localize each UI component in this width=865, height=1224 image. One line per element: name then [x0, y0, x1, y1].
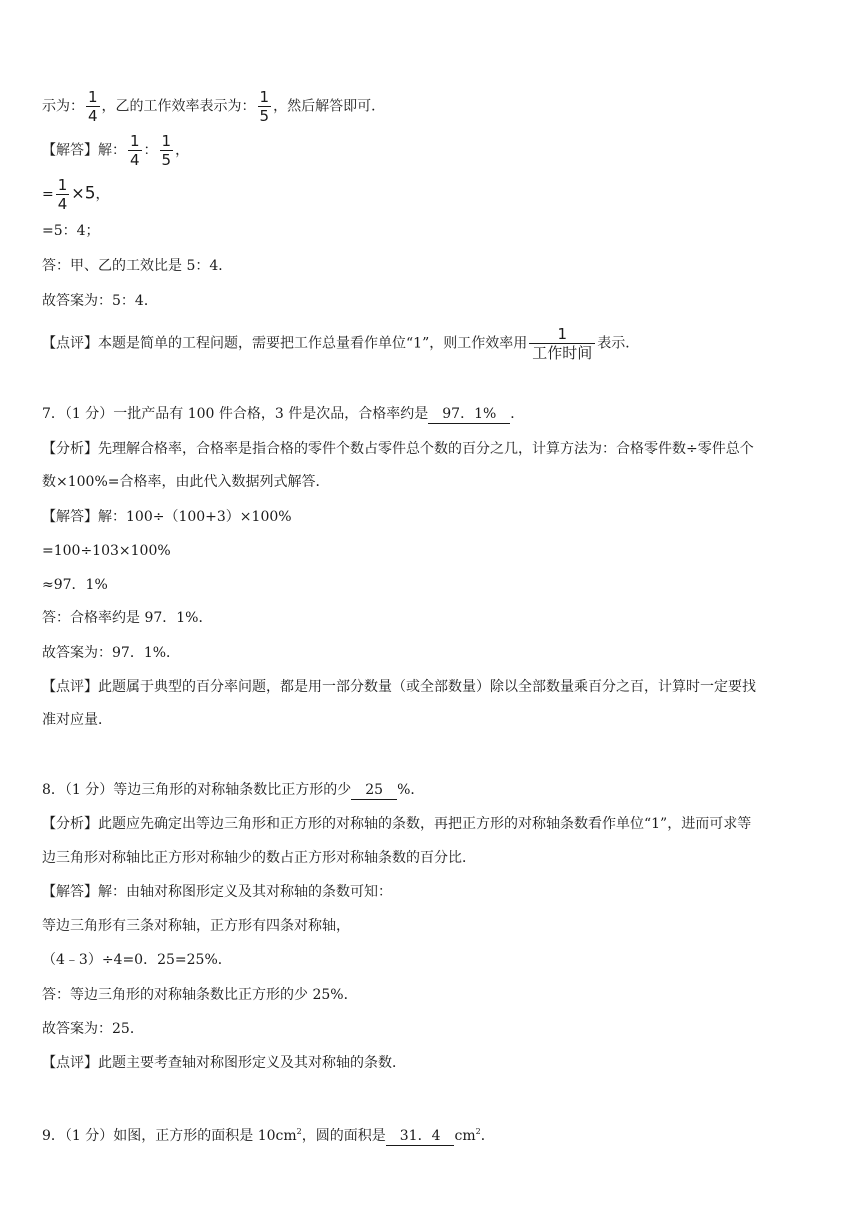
q6-comment-text: 表示．	[597, 335, 640, 352]
q7-solution: 【解答】解：100÷（100+3）×100%	[42, 509, 292, 525]
q7-comment-1: 【点评】此题属于典型的百分率问题，都是用一部分数量（或全部数量）除以全部数量乘百分之百，计算时一定要找	[42, 679, 756, 695]
q7-stem-text: 7．（1 分）一批产品有 100 件合格，3 件是次品，合格率约是	[42, 406, 429, 422]
ratio-colon: ：	[143, 142, 158, 159]
q7-stem	[42, 404, 825, 424]
fraction-one-quarter: $\frac{1}{4}$	[88, 88, 98, 125]
q8-analysis-1: 【分析】此题应先确定出等边三角形和正方形的对称轴的条数，再把正方形的对称轴条数看作单位“1”，进而可求等	[42, 816, 752, 832]
q9-stem-text: 9．（1 分）如图，正方形的面积是 10cm	[42, 1128, 297, 1144]
equals-sign: =	[42, 186, 54, 203]
q8-step2: （4﹣3）÷4=0．25=25%．	[42, 952, 232, 968]
q9-stem	[42, 1122, 825, 1146]
q6-text: ，然后解答即可．	[273, 98, 386, 115]
q9-stem-text: cm	[454, 1128, 476, 1144]
q7-stem-text: ．	[510, 406, 525, 422]
q9-stem-text: ．	[480, 1128, 495, 1144]
fraction-one-quarter: $\frac{1}{4}$	[130, 132, 140, 169]
q8-stem-text: 8．（1 分）等边三角形的对称轴条数比正方形的少	[42, 782, 352, 798]
q6-analysis-line	[42, 88, 825, 125]
q6-text: 示为：	[42, 98, 84, 115]
q6-answer: 答：甲、乙的工效比是 5：4．	[42, 258, 233, 274]
superscript-two: 2	[475, 1127, 481, 1136]
q8-step1: 等边三角形有三条对称轴，正方形有四条对称轴，	[42, 918, 350, 934]
superscript-two: 2	[296, 1127, 302, 1136]
q8-analysis-2: 边三角形对称轴比正方形对称轴少的数占正方形对称轴条数的百分比．	[42, 850, 476, 866]
fraction-one-fifth: $\frac{1}{5}$	[161, 132, 172, 169]
q7-step2: ≈97．1%	[42, 577, 108, 593]
q6-comment	[42, 325, 825, 362]
q6-text: ，	[95, 186, 110, 203]
q9-stem-text: ，圆的面积是	[301, 1128, 386, 1144]
q6-solution-label: 【解答】解：	[42, 142, 126, 159]
q6-step1	[42, 176, 825, 213]
q8-answer-blank: 25	[351, 781, 397, 800]
q7-final-answer: 故答案为：97．1%．	[42, 645, 181, 661]
number-five: 5	[84, 183, 96, 204]
q8-stem	[42, 780, 825, 800]
fraction-one-over-work-time: $\frac{1}{\text{工作时间}}$	[529, 325, 595, 362]
q7-step1: =100÷103×100%	[42, 543, 171, 559]
q8-stem-text: %．	[397, 782, 425, 798]
times-sign: ×	[71, 183, 85, 203]
q6-final-answer: 故答案为：5：4．	[42, 293, 158, 309]
q6-solution-line	[42, 132, 825, 169]
q6-text: ，	[175, 142, 190, 159]
q7-comment-2: 准对应量．	[42, 712, 112, 728]
q8-final-answer: 故答案为：25．	[42, 1021, 144, 1037]
q6-step2: =5：4；	[42, 223, 100, 239]
fraction-one-fifth: $\frac{1}{5}$	[259, 88, 270, 125]
q8-answer: 答：等边三角形的对称轴条数比正方形的少 25%．	[42, 987, 358, 1003]
fraction-one-quarter: $\frac{1}{4}$	[57, 176, 68, 213]
q9-answer-blank: 31．4	[386, 1127, 455, 1146]
q7-answer: 答：合格率约是 97．1%．	[42, 610, 213, 626]
q6-comment-text: 【点评】本题是简单的工程问题，需要把工作总量看作单位“1”，则工作效率用	[42, 335, 528, 352]
q7-analysis-2: 数×100%=合格率，由此代入数据列式解答．	[42, 474, 330, 490]
q7-answer-blank: 97．1%	[428, 405, 510, 424]
q7-analysis-1: 【分析】先理解合格率，合格率是指合格的零件个数占零件总个数的百分之几，计算方法为：合格零件数÷零件总个	[42, 441, 754, 457]
q6-text: ，乙的工作效率表示为：	[101, 98, 256, 115]
q8-solution: 【解答】解：由轴对称图形定义及其对称轴的条数可知：	[42, 884, 392, 900]
q8-comment: 【点评】此题主要考查轴对称图形定义及其对称轴的条数．	[42, 1055, 406, 1071]
